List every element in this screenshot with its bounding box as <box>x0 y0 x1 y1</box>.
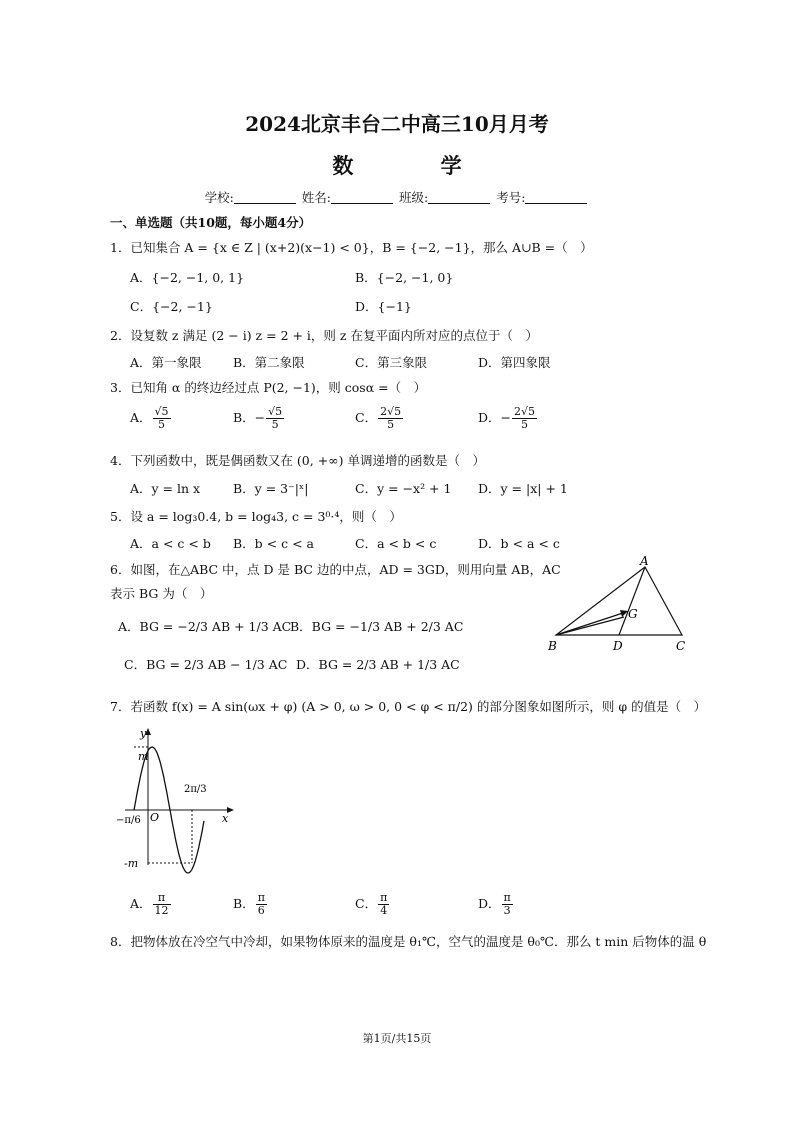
q7-c-label: C． <box>355 896 378 912</box>
q4-option-c[interactable]: C．y = −x² + 1 <box>355 481 452 496</box>
question-1: 1．已知集合 A = {x ∈ Z | (x+2)(x−1) < 0}，B = {−2, −1}，那么 A∪B =（ ） <box>110 240 593 255</box>
max-label: m <box>138 750 149 763</box>
q2-option-c[interactable]: C．第三象限 <box>355 355 428 370</box>
page-title: 2024北京丰台二中高三10月月考 <box>245 112 549 136</box>
neg-pi-sixth-label: −π/6 <box>116 815 141 826</box>
q7-option-c[interactable] <box>355 892 390 917</box>
subject-title: 数 学 <box>332 153 502 178</box>
q3-option-b[interactable] <box>233 406 285 431</box>
triangle-figure <box>540 555 700 655</box>
q3-b-label: B．− <box>233 410 266 426</box>
q3-b-fraction: $\frac{√5}{5}$ <box>268 405 283 432</box>
q1-option-a[interactable]: A．{−2, −1, 0, 1} <box>130 270 245 285</box>
school-blank[interactable] <box>234 191 296 204</box>
q7-option-a[interactable] <box>130 892 172 917</box>
q3-a-label: A． <box>130 410 152 426</box>
q7-b-fraction: $\frac{\pi}{6}$ <box>257 891 265 918</box>
q3-option-d[interactable] <box>478 406 538 431</box>
q3-option-a[interactable] <box>130 406 172 431</box>
q2-option-d[interactable]: D．第四象限 <box>478 355 551 370</box>
question-4: 4．下列函数中，既是偶函数又在 (0, +∞) 单调递增的函数是（ ） <box>110 453 485 468</box>
q6-option-b[interactable]: B．BG = −1/3 AB + 2/3 AC <box>290 619 464 634</box>
q3-c-label: C． <box>355 410 378 426</box>
question-2: 2．设复数 z 满足 (2 − i) z = 2 + i，则 z 在复平面内所对应的点位于（ ） <box>110 328 538 343</box>
q7-a-fraction: $\frac{\pi}{12}$ <box>154 891 169 918</box>
name-label: 姓名: <box>301 190 331 205</box>
q7-a-label: A． <box>130 896 152 912</box>
point-g-label: G <box>628 607 638 621</box>
q1-option-b[interactable]: B．{−2, −1, 0} <box>355 270 454 285</box>
question-5: 5．设 a = log₃0.4, b = log₄3, c = 3⁰·⁴，则（ ） <box>110 509 402 524</box>
school-label: 学校: <box>204 190 234 205</box>
q7-option-d[interactable] <box>478 892 514 917</box>
class-label: 班级: <box>398 190 429 205</box>
q5-option-a[interactable]: A．a < c < b <box>130 536 211 551</box>
q1-option-c[interactable]: C．{−2, −1} <box>130 299 213 314</box>
two-pi-third-label: 2π/3 <box>184 784 207 795</box>
q6-option-c[interactable]: C．BG = 2/3 AB − 1/3 AC <box>124 657 288 672</box>
vertex-a-label: A <box>640 555 649 568</box>
x-axis-label: x <box>222 812 229 825</box>
class-blank[interactable] <box>428 191 490 204</box>
q7-d-label: D． <box>478 896 501 912</box>
exam-number-label: 考号: <box>496 190 526 205</box>
question-3: 3．已知角 α 的终边经过点 P(2, −1)，则 cosα =（ ） <box>110 380 427 395</box>
min-label: -m <box>124 857 139 870</box>
origin-label: O <box>150 811 160 824</box>
q6-option-d[interactable]: D．BG = 2/3 AB + 1/3 AC <box>296 657 460 672</box>
q7-option-b[interactable] <box>233 892 268 917</box>
y-axis-label: y <box>140 727 147 740</box>
q3-d-fraction: $\frac{2√5}{5}$ <box>514 405 536 432</box>
q1-option-d[interactable]: D．{−1} <box>355 299 412 314</box>
question-7: 7．若函数 f(x) = A sin(ωx + φ) (A > 0, ω > 0, 0 < φ < π/2) 的部分图象如图所示，则 φ 的值是（ ） <box>110 699 707 714</box>
exam-number-blank[interactable] <box>525 191 587 204</box>
q6-option-a[interactable]: A．BG = −2/3 AB + 1/3 AC <box>118 619 292 634</box>
point-d-label: D <box>613 639 623 653</box>
student-info-line <box>0 188 794 206</box>
q3-c-fraction: $\frac{2√5}{5}$ <box>380 405 402 432</box>
q4-option-a[interactable]: A．y = ln x <box>130 481 201 496</box>
vertex-b-label: B <box>548 639 557 653</box>
q5-option-d[interactable]: D．b < a < c <box>478 536 560 551</box>
question-6-line-1: 6．如图，在△ABC 中，点 D 是 BC 边的中点，AD = 3GD，则用向量 AB，AC <box>110 562 561 577</box>
page-footer: 第1页/共15页 <box>362 1032 432 1045</box>
q4-option-b[interactable]: B．y = 3⁻|ˣ| <box>233 481 309 496</box>
q7-b-label: B． <box>233 896 255 912</box>
q2-option-a[interactable]: A．第一象限 <box>130 355 202 370</box>
q3-a-fraction: $\frac{√5}{5}$ <box>154 405 169 432</box>
q4-option-d[interactable]: D．y = |x| + 1 <box>478 481 568 496</box>
question-6-line-2: 表示 BG 为（ ） <box>110 586 213 601</box>
vertex-c-label: C <box>676 639 686 653</box>
q5-option-b[interactable]: B．b < c < a <box>233 536 314 551</box>
q7-d-fraction: $\frac{\pi}{3}$ <box>503 891 511 918</box>
q3-option-c[interactable] <box>355 406 404 431</box>
question-8: 8．把物体放在冷空气中冷却，如果物体原来的温度是 θ₁℃，空气的温度是 θ₀℃．那么 t min 后物体的温 θ <box>110 934 707 949</box>
name-blank[interactable] <box>331 191 393 204</box>
q5-option-c[interactable]: C．a < b < c <box>355 536 437 551</box>
q3-d-label: D．− <box>478 410 511 426</box>
q7-c-fraction: $\frac{\pi}{4}$ <box>380 891 388 918</box>
section-heading: 一、单选题（共10题，每小题4分） <box>110 215 312 230</box>
q2-option-b[interactable]: B．第二象限 <box>233 355 305 370</box>
sine-graph <box>110 725 240 875</box>
